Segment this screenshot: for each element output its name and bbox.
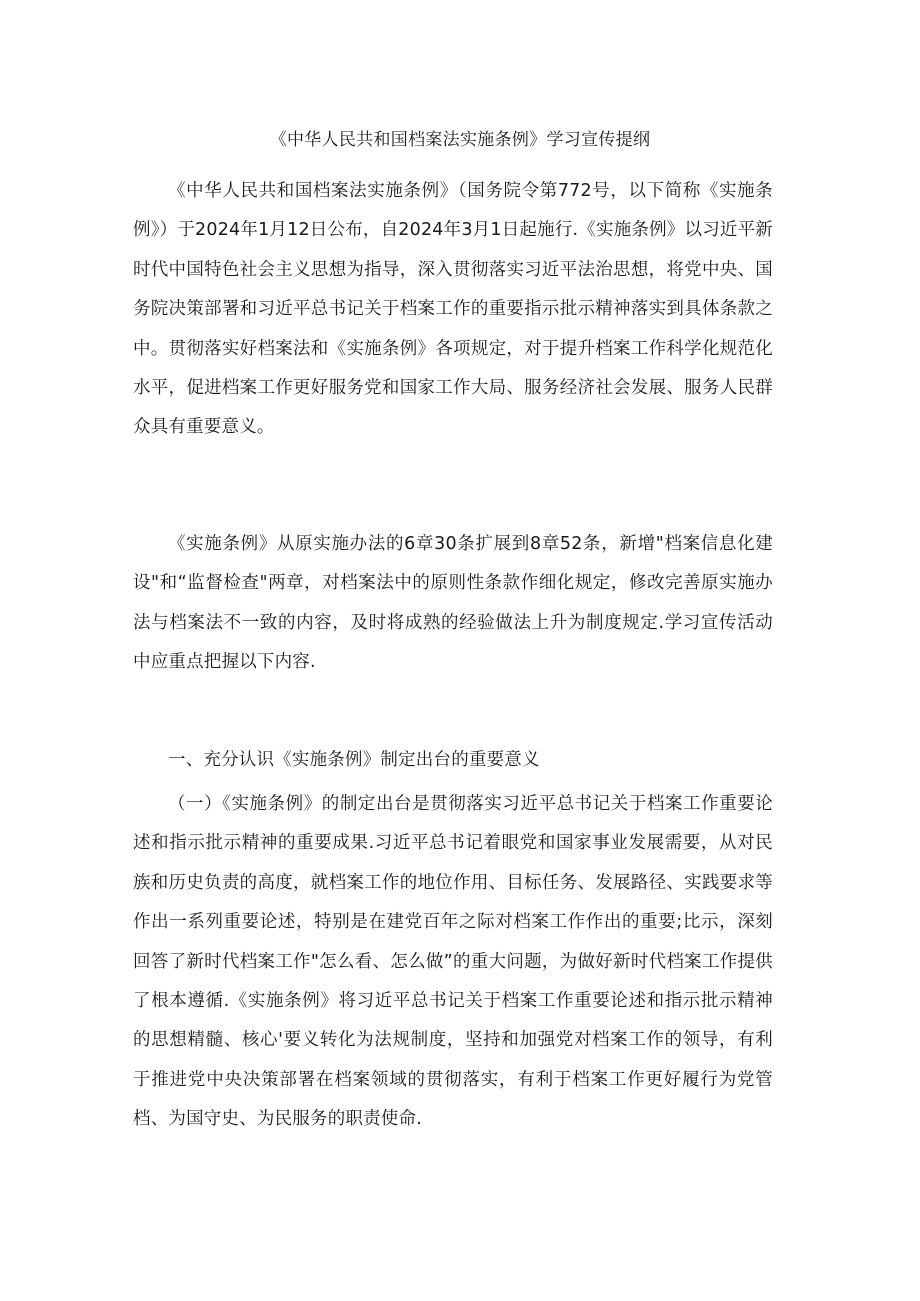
subsection-paragraph: （一）《实施条例》的制定出台是贯彻落实习近平总书记关于档案工作重要论述和指示批示精神的重要成果.习近平总书记着眼党和国家事业发展需要，从对民族和历史负责的高度，就档案工作的地位作用、目标任务、发展路径、实践要求等作出一系列重要论述，特别是在建党百年之际对档案工作作出的重要;比示，深刻回答了新时代档案工作"怎么看、怎么做”的重大问题，为做好新时代档案工作提供了根本遵循.《实施条例》将习近平总书记关于档案工作重要论述和指示批示精神的思想精髓、核心'要义转化为法规制度，坚持和加强党对档案工作的领导，有利于推进党中央决策部署在档案领域的贯彻落实，有利于档案工作更好履行为党管档、为国守史、为民服务的职责使命.: [133, 794, 773, 1130]
intro-paragraph: 《中华人民共和国档案法实施条例》（国务院令第772号，以下简称《实施条例》）于2024年1月12日公布，自2024年3月1日起施行.《实施条例》以习近平新时代中国特色社会主义思想为指导，深入贯彻落实习近平法治思想，将党中央、国务院决策部署和习近平总书记关于档案工作的重要指示批示精神落实到具体条款之中。贯彻落实好档案法和《实施条例》各项规定，对于提升档案工作科学化规范化水平，促进档案工作更好服务党和国家工作大局、服务经济社会发展、服务人民群众具有重要意义。: [133, 181, 773, 438]
document-title: 《中华人民共和国档案法实施条例》学习宣传提纲: [269, 130, 651, 150]
section-heading: 一、充分认识《实施条例》制定出台的重要意义: [168, 750, 540, 770]
scope-paragraph: 《实施条例》从原实施办法的6章30条扩展到8章52条，新增"档案信息化建设"和“监督检查"两章，对档案法中的原则性条款作细化规定，修改完善原实施办法与档案法不一致的内容，及时将成熟的经验做法上升为制度规定.学习宣传活动中应重点把握以下内容.: [133, 534, 773, 673]
